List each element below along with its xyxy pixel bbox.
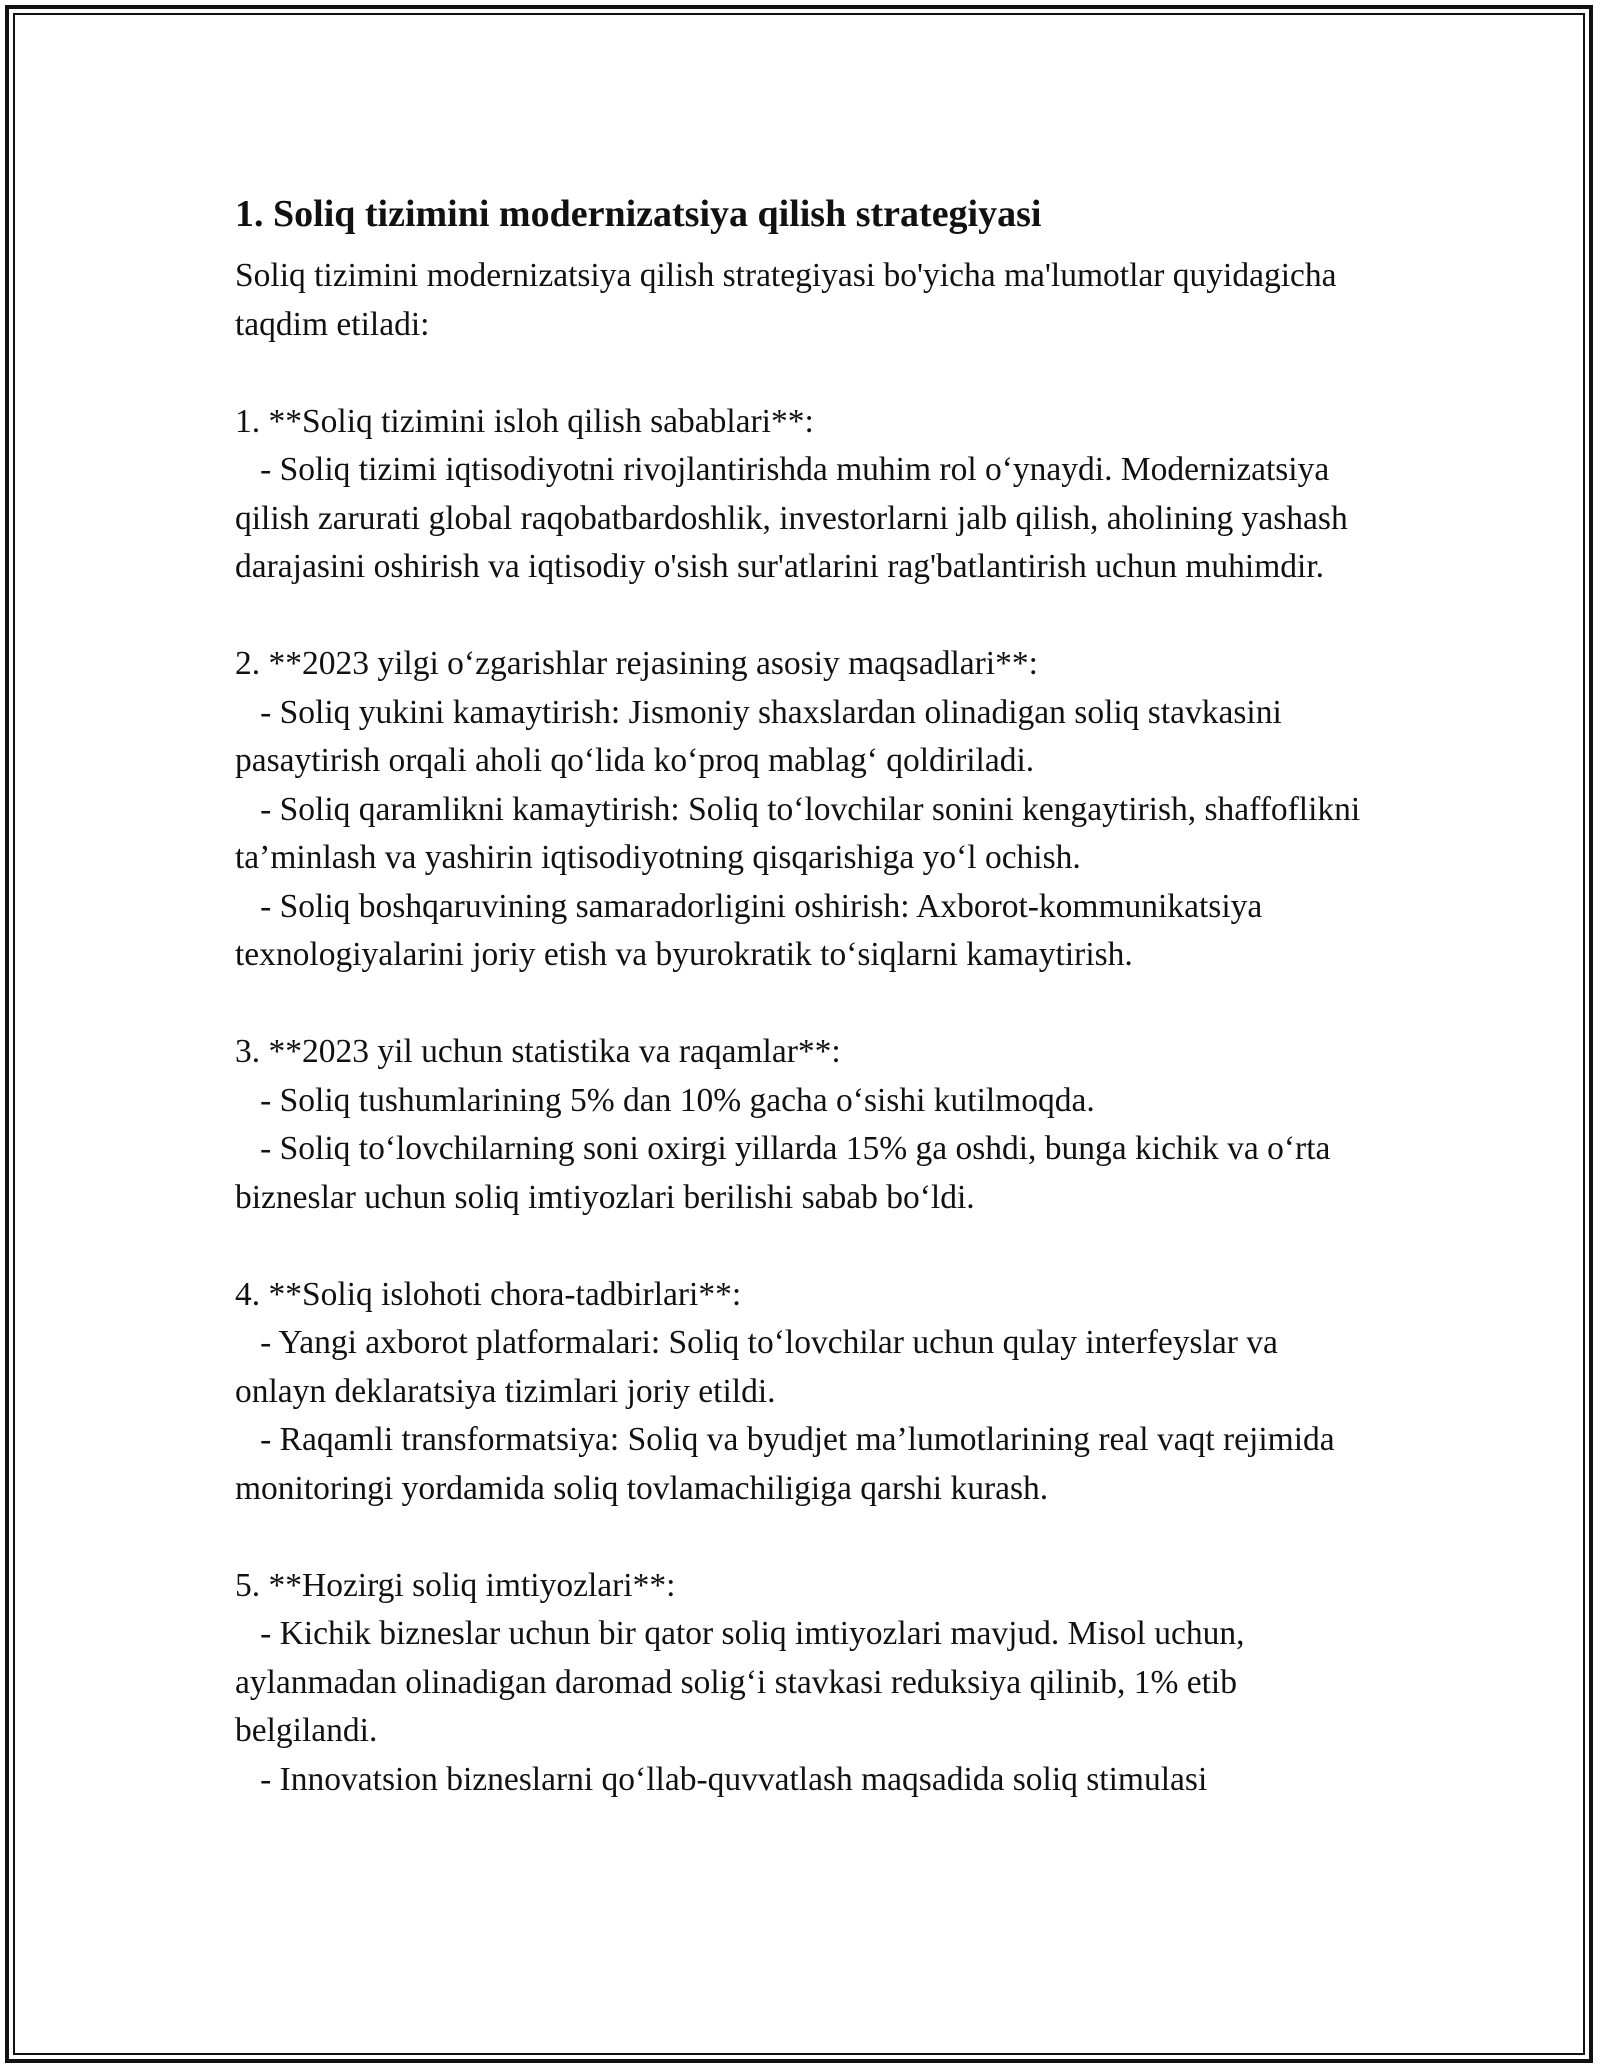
bullet-text: - Soliq tushumlarining 5% dan 10% gacha o‘sishi kutilmoqda. [260, 1081, 1095, 1119]
section-3 [235, 1028, 1375, 1222]
bullet-item [235, 1610, 1375, 1756]
bullet-item [235, 1125, 1375, 1222]
bullet-text: - Yangi axborot platformalari: Soliq to‘lovchilar uchun qulay interfeyslar va onlayn deklaratsiya tizimlari joriy etildi. [235, 1324, 1278, 1410]
section-1 [235, 398, 1375, 592]
section-heading: 1. **Soliq tizimini isloh qilish sabablari**: [235, 402, 814, 440]
section-5 [235, 1562, 1375, 1805]
bullet-item [235, 786, 1375, 883]
bullet-text: - Soliq qaramlikni kamaytirish: Soliq to‘lovchilar sonini kengaytirish, shaffoflikni ta’minlash va yashirin iqtisodiyotning qisqarishiga yo‘l ochish. [235, 790, 1361, 876]
spacer [235, 1222, 1375, 1271]
bullet-item [235, 1416, 1375, 1513]
section-2 [235, 640, 1375, 980]
spacer [235, 592, 1375, 641]
section-heading: 5. **Hozirgi soliq imtiyozlari**: [235, 1566, 676, 1604]
bullet-text: - Soliq yukini kamaytirish: Jismoniy shaxslardan olinadigan soliq stavkasini pasaytirish orqali aholi qo‘lida ko‘proq mablag‘ qoldiriladi. [235, 693, 1282, 779]
document-body [235, 186, 1375, 1804]
spacer [235, 1513, 1375, 1562]
bullet-text: - Raqamli transformatsiya: Soliq va byudjet ma’lumotlarining real vaqt rejimida monitoringi yordamida soliq tovlamachiligiga qarshi kurash. [235, 1421, 1335, 1507]
spacer [235, 980, 1375, 1029]
bullet-text: - Soliq to‘lovchilarning soni oxirgi yillarda 15% ga oshdi, bunga kichik va o‘rta bizneslar uchun soliq imtiyozlari berilishi sabab bo‘ldi. [235, 1130, 1331, 1216]
section-heading: 2. **2023 yilgi o‘zgarishlar rejasining asosiy maqsadlari**: [235, 645, 1038, 682]
bullet-item [235, 883, 1375, 980]
bullet-text: - Soliq boshqaruvining samaradorligini oshirish: Axborot-kommunikatsiya texnologiyalarini joriy etish va byurokratik to‘siqlarni kamaytirish. [235, 887, 1263, 973]
bullet-text: - Soliq tizimi iqtisodiyotni rivojlantirishda muhim rol o‘ynaydi. Modernizatsiya qilish zarurati global raqobatbardoshlik, investorlarni jalb qilish, aholining yashash darajasini oshirish va iqtisodiy o'sish sur'atlarini rag'batlantirish uchun muhimdir. [235, 451, 1348, 585]
bullet-item [235, 1756, 1375, 1805]
bullet-item [235, 689, 1375, 786]
bullet-item [235, 1077, 1375, 1126]
section-4 [235, 1271, 1375, 1514]
bullet-item [235, 446, 1375, 592]
bullet-text: - Kichik bizneslar uchun bir qator soliq imtiyozlari mavjud. Misol uchun, aylanmadan olinadigan daromad solig‘i stavkasi reduksiya qilinib, 1% etib belgilandi. [235, 1615, 1245, 1749]
bullet-text: - Innovatsion bizneslarni qo‘llab-quvvatlash maqsadida soliq stimulasi [260, 1760, 1208, 1798]
bullet-item [235, 1319, 1375, 1416]
section-heading: 3. **2023 yil uchun statistika va raqamlar**: [235, 1033, 841, 1070]
section-heading: 4. **Soliq islohoti chora-tadbirlari**: [235, 1275, 742, 1313]
document-title: 1. Soliq tizimini modernizatsiya qilish strategiyasi [235, 193, 1042, 235]
intro-paragraph: Soliq tizimini modernizatsiya qilish strategiyasi bo'yicha ma'lumotlar quyidagicha taqdim etiladi: [235, 257, 1337, 343]
spacer [235, 349, 1375, 398]
